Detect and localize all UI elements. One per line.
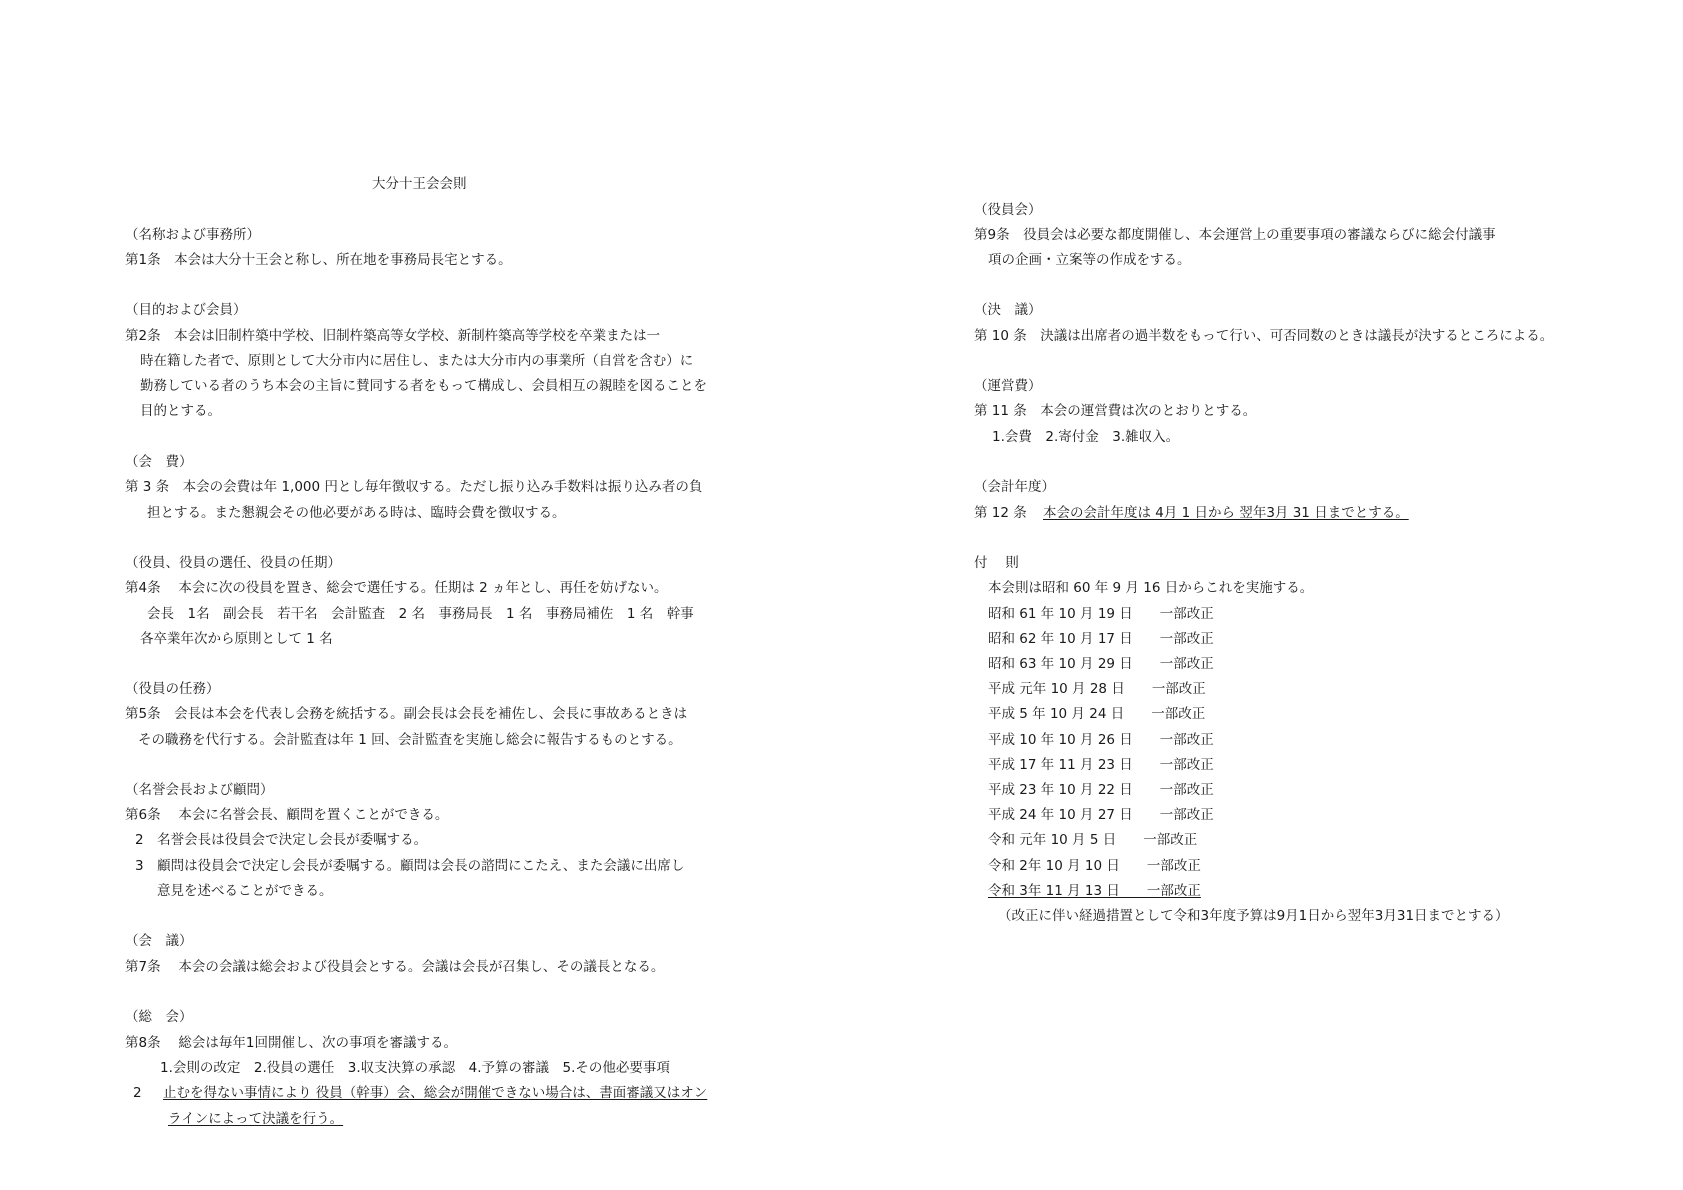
section-heading: （運営費） (974, 378, 1042, 394)
article-line: 3 顧問は役員会で決定し会長が委嘱する。顧問は会長の諮問にこたえ、また会議に出席し (135, 858, 685, 874)
section-heading: （名誉会長および顧問） (125, 782, 274, 798)
article-line-amended: ラインによって決議を行う。 (168, 1111, 344, 1127)
section-heading: （会 議） (125, 933, 193, 949)
article-line: 第 11 条 本会の運営費は次のとおりとする。 (974, 403, 1257, 419)
article-line-amended: 本会の会計年度は 4月 1 日から 翌年3月 31 日までとする。 (1043, 505, 1409, 521)
article-line: 意見を述べることができる。 (157, 883, 333, 899)
section-heading: （会 費） (125, 454, 193, 470)
amendment-line: 平成 元年 10 月 28 日 一部改正 (988, 681, 1206, 697)
article-line: 会長 1名 副会長 若干名 会計監査 2 名 事務局長 1 名 事務局補佐 1 名 幹事 (147, 606, 694, 622)
document-title: 大分十王会会則 (372, 176, 467, 192)
amendment-line: 平成 10 年 10 月 26 日 一部改正 (988, 732, 1214, 748)
section-heading: （役員会） (974, 202, 1042, 218)
article-line: 第 3 条 本会の会費は年 1,000 円とし毎年徴収する。ただし振り込み手数料は振り込み者の負 (125, 479, 703, 495)
article-line-label: 第 12 条 (974, 505, 1027, 521)
article-line: 第9条 役員会は必要な都度開催し、本会運営上の重要事項の審議ならびに総会付議事 (974, 227, 1496, 243)
article-line: 第 10 条 決議は出席者の過半数をもって行い、可否同数のときは議長が決するところによる。 (974, 328, 1554, 344)
article-line: 第8条 総会は毎年1回開催し、次の事項を審議する。 (125, 1035, 457, 1051)
amendment-line: 昭和 62 年 10 月 17 日 一部改正 (988, 631, 1214, 647)
article-line: 担とする。また懇親会その他必要がある時は、臨時会費を徴収する。 (147, 505, 566, 521)
amendment-line: 昭和 61 年 10 月 19 日 一部改正 (988, 606, 1214, 622)
article-line: 2 名誉会長は役員会で決定し会長が委嘱する。 (135, 832, 428, 848)
article-line: 時在籍した者で、原則として大分市内に居住し、または大分市内の事業所（自営を含む）に (140, 353, 694, 369)
amendment-line: 平成 5 年 10 月 24 日 一部改正 (988, 706, 1206, 722)
section-heading: 付 則 (974, 555, 1019, 571)
transitional-note: （改正に伴い経過措置として令和3年度予算は9月1日から翌年3月31日までとする） (998, 908, 1509, 924)
article-line: 各卒業年次から原則として 1 名 (140, 631, 333, 647)
article-line: 第5条 会長は本会を代表し会務を統括する。副会長は会長を補佐し、会長に事故あるときは (125, 706, 688, 722)
amendment-line: 令和 2年 10 月 10 日 一部改正 (988, 858, 1201, 874)
section-heading: （名称および事務所） (125, 227, 260, 243)
article-line: 目的とする。 (140, 403, 221, 419)
amendment-line: 昭和 63 年 10 月 29 日 一部改正 (988, 656, 1214, 672)
enforcement-line: 本会則は昭和 60 年 9 月 16 日からこれを実施する。 (988, 580, 1314, 596)
section-heading: （目的および会員） (125, 302, 247, 318)
amendment-line: 令和 元年 10 月 5 日 一部改正 (988, 832, 1198, 848)
section-heading: （役員、役員の選任、役員の任期） (125, 555, 341, 571)
amendment-line: 平成 17 年 11 月 23 日 一部改正 (988, 757, 1214, 773)
article-line: 第2条 本会は旧制杵築中学校、旧制杵築高等女学校、新制杵築高等学校を卒業または一 (125, 328, 661, 344)
article-line: 勤務している者のうち本会の主旨に賛同する者をもって構成し、会員相互の親睦を図ることを (140, 378, 707, 394)
article-line: 第7条 本会の会議は総会および役員会とする。会議は会長が召集し、その議長となる。 (125, 959, 665, 975)
section-heading: （総 会） (125, 1009, 193, 1025)
amendment-line: 平成 24 年 10 月 27 日 一部改正 (988, 807, 1214, 823)
section-heading: （決 議） (974, 302, 1042, 318)
amendment-line-latest: 令和 3年 11 月 13 日 一部改正 (988, 883, 1201, 899)
article-line-number: 2 (133, 1085, 142, 1101)
article-line-amended: 止むを得ない事情により 役員（幹事）会、総会が開催できない場合は、書面審議又はオン (163, 1085, 708, 1101)
article-line: 第1条 本会は大分十王会と称し、所在地を事務局長宅とする。 (125, 252, 512, 268)
article-line: 1.会費 2.寄付金 3.雑収入。 (992, 429, 1180, 445)
article-line: 第4条 本会に次の役員を置き、総会で選任する。任期は 2 ヵ年とし、再任を妨げない。 (125, 580, 668, 596)
article-line: 項の企画・立案等の作成をする。 (988, 252, 1191, 268)
section-heading: （会計年度） (974, 479, 1055, 495)
article-line: 第6条 本会に名誉会長、顧問を置くことができる。 (125, 807, 449, 823)
amendment-line: 平成 23 年 10 月 22 日 一部改正 (988, 782, 1214, 798)
article-line: 1.会則の改定 2.役員の選任 3.収支決算の承認 4.予算の審議 5.その他必要事項 (160, 1060, 670, 1076)
article-line: その職務を代行する。会計監査は年 1 回、会計監査を実施し総会に報告するものとする。 (138, 732, 682, 748)
section-heading: （役員の任務） (125, 681, 220, 697)
